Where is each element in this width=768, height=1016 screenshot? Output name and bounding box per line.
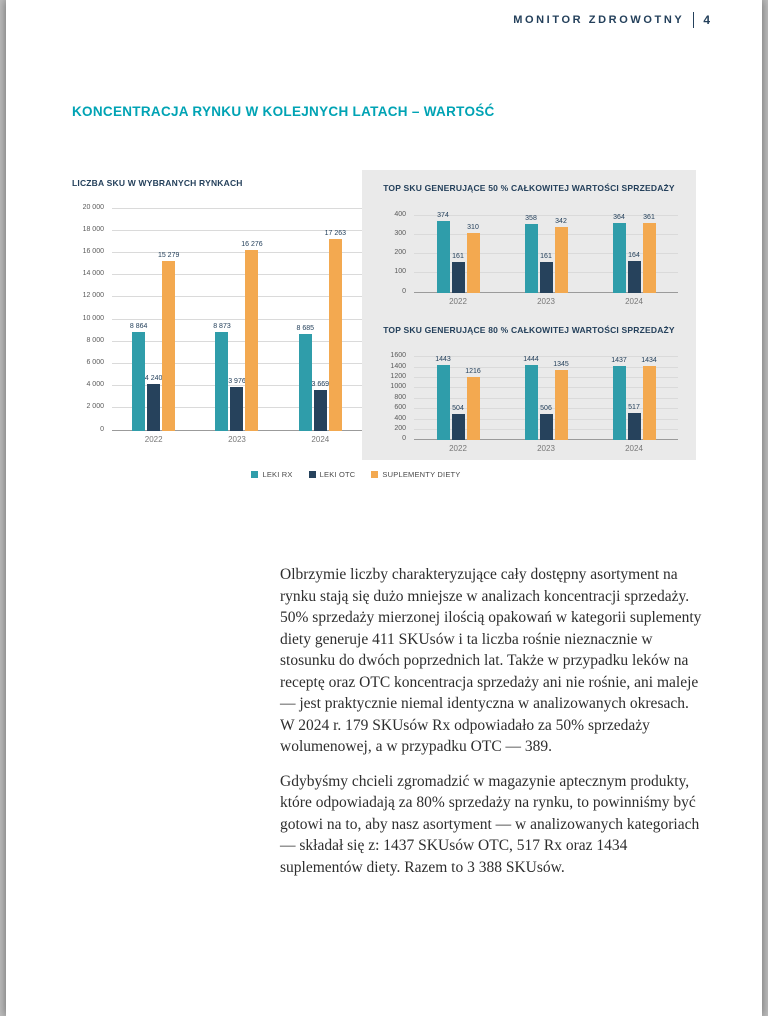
bar-suplementy-diety <box>324 230 347 431</box>
bar-group-2024 <box>611 356 657 454</box>
bar-value-label: 1444 <box>523 356 539 364</box>
y-tick-label: 0 <box>402 287 406 295</box>
bar-leki-otc <box>628 252 641 293</box>
bar-suplementy-diety <box>641 356 657 440</box>
bar-leki-otc <box>144 374 163 431</box>
header-divider <box>693 12 694 28</box>
y-tick-label: 1000 <box>390 383 406 391</box>
header-title: MONITOR ZDROWOTNY <box>513 14 685 26</box>
bar-leki-otc <box>311 380 330 431</box>
category-label: 2024 <box>311 434 330 444</box>
y-tick-label: 100 <box>394 268 406 276</box>
bar-value-label: 506 <box>540 405 552 413</box>
bar-suplementy-diety <box>555 217 568 293</box>
y-tick-label: 300 <box>394 229 406 237</box>
bar-value-label: 16 276 <box>241 240 263 248</box>
y-tick-label: 16 000 <box>82 248 104 256</box>
y-tick-label: 0 <box>402 435 406 443</box>
chart-title-top80: TOP SKU GENERUJĄCE 80 % CAŁKOWITEJ WARTOŚCI SPRZEDAŻY <box>383 324 675 335</box>
bar-value-label: 161 <box>452 252 464 260</box>
bar-value-label: 1434 <box>641 356 657 364</box>
section-title: KONCENTRACJA RYNKU W KOLEJNYCH LATACH – WARTOŚĆ <box>72 104 495 119</box>
bar-value-label: 374 <box>437 211 449 219</box>
category-label: 2023 <box>228 434 246 444</box>
bar-group-2022 <box>437 211 480 306</box>
bar-value-label: 358 <box>525 214 537 222</box>
y-tick-label: 600 <box>394 404 406 412</box>
bar-value-label: 161 <box>540 252 552 260</box>
legend-label: SUPLEMENTY DIETY <box>382 470 461 479</box>
legend-item-leki-otc <box>309 470 356 479</box>
category-label: 2022 <box>144 434 163 444</box>
y-tick-label: 1600 <box>390 352 406 360</box>
y-tick-label: 1200 <box>390 373 406 380</box>
chart-title-top50: TOP SKU GENERUJĄCE 50 % CAŁKOWITEJ WARTOŚCI SPRZEDAŻY <box>383 183 675 193</box>
bar-value-label: 8 873 <box>213 323 231 331</box>
bar-leki-otc <box>452 252 465 293</box>
bar-groups <box>112 209 362 444</box>
bar-group-2023 <box>213 240 263 444</box>
bar-groups <box>414 211 678 306</box>
page-number: 4 <box>703 13 710 27</box>
legend-label: LEKI OTC <box>319 470 356 479</box>
category-label: 2024 <box>625 444 643 454</box>
bar-group-2022 <box>435 356 481 454</box>
bar-group-2022 <box>129 252 180 444</box>
bar-leki-otc <box>628 404 641 440</box>
y-tick-label: 400 <box>394 210 406 218</box>
bar-value-label: 1216 <box>465 368 481 376</box>
legend-label: LEKI RX <box>262 470 293 479</box>
chart-sku-count <box>72 178 362 444</box>
bar-value-label: 1345 <box>553 361 569 369</box>
bar-value-label: 17 263 <box>324 230 347 238</box>
bar-group-2024 <box>613 213 656 306</box>
bar-value-label: 15 279 <box>157 252 180 260</box>
bar-group-2023 <box>523 356 569 454</box>
y-tick-label: 6 000 <box>86 359 104 367</box>
y-tick-label: 400 <box>394 414 406 422</box>
y-tick-label: 0 <box>100 425 104 433</box>
bar-value-label: 364 <box>613 213 625 221</box>
bar-leki-rx <box>611 356 627 441</box>
plot-top50 <box>380 210 678 306</box>
y-tick-label: 1400 <box>390 362 406 370</box>
bar-value-label: 4 240 <box>144 374 163 382</box>
plot-top80 <box>380 352 678 454</box>
bar-groups <box>414 356 678 454</box>
y-tick-label: 200 <box>394 249 406 257</box>
bar-group-2023 <box>525 214 568 306</box>
y-tick-label: 18 000 <box>82 225 104 233</box>
bar-value-label: 8 864 <box>129 323 148 331</box>
y-tick-label: 14 000 <box>82 270 104 278</box>
top-sku-panel <box>362 170 696 460</box>
bar-value-label: 1443 <box>435 356 451 364</box>
bar-leki-rx <box>523 356 539 440</box>
chart-legend <box>6 470 706 479</box>
y-tick-label: 800 <box>394 393 406 401</box>
legend-item-suplementy-diety <box>371 470 460 479</box>
bar-leki-rx <box>435 356 451 440</box>
paragraph-1: Olbrzymie liczby charakteryzujące cały dostępny asortyment na rynku stają się dużo mniejsze w analizach koncentracji sprzedaży. 50% sprzedaży mierzonej ilością opakowań w kategorii suplementy diety generuje 411 SKUsów i ta liczba rośnie nieznacznie w stosunku do dwóch poprzednich lat. Także w przypadku leków na receptę oraz OTC koncentracja sprzedaży ani nie rośnie, ani maleje — jest praktycznie niemal identyczna w analizowanych okresach. W 2024 r. 179 SKUsów Rx odpowiadało za 50% sprzedaży wolumenowej, a w przypadku OTC — 389. <box>280 566 702 755</box>
category-label: 2022 <box>449 296 467 306</box>
bar-suplementy-diety <box>643 214 656 292</box>
bar-suplementy-diety <box>467 223 480 293</box>
bar-leki-rx <box>213 323 231 430</box>
body-text <box>280 564 702 891</box>
bar-leki-rx <box>525 214 538 293</box>
bar-leki-rx <box>437 211 450 293</box>
bar-suplementy-diety <box>241 240 263 431</box>
bar-value-label: 361 <box>643 214 655 222</box>
page-header <box>513 12 710 28</box>
bar-leki-rx <box>296 325 315 430</box>
y-tick-label: 10 000 <box>82 314 104 322</box>
category-label: 2022 <box>449 444 467 454</box>
y-tick-label: 8 000 <box>86 336 104 344</box>
figure-area <box>6 170 762 500</box>
bar-leki-otc <box>452 405 465 440</box>
bar-suplementy-diety <box>553 361 569 440</box>
bar-value-label: 3 669 <box>311 380 330 388</box>
y-tick-label: 20 000 <box>82 203 104 211</box>
bar-value-label: 1437 <box>611 356 627 364</box>
bar-suplementy-diety <box>157 252 180 431</box>
chart-title-sku-count: LICZBA SKU W WYBRANYCH RYNKACH <box>72 178 243 188</box>
bar-value-label: 3 976 <box>228 377 246 385</box>
bar-leki-otc <box>540 252 553 293</box>
plot-sku-count <box>72 203 362 444</box>
legend-swatch <box>371 471 378 478</box>
category-label: 2023 <box>537 296 555 306</box>
bar-value-label: 517 <box>628 404 640 412</box>
bar-leki-otc <box>228 377 246 431</box>
legend-swatch <box>251 471 258 478</box>
bar-value-label: 164 <box>628 252 640 260</box>
paragraph-2: Gdybyśmy chcieli zgromadzić w magazynie aptecznym produkty, które odpowiadają za 80% sprzedaży na rynku, to powinniśmy być gotowi na to, aby nasz asortyment — w analizowanych kategoriach — składał się z: 1437 SKUsów OTC, 517 Rx oraz 1434 suplementów diety. Razem to 3 388 SKUsów. <box>280 772 700 876</box>
page <box>6 0 762 1016</box>
y-tick-label: 2 000 <box>86 403 104 411</box>
bar-value-label: 8 685 <box>296 325 315 333</box>
bar-leki-rx <box>129 323 148 430</box>
y-tick-label: 4 000 <box>86 381 104 389</box>
category-label: 2023 <box>537 444 555 454</box>
legend-swatch <box>309 471 316 478</box>
legend-item-leki-rx <box>251 470 292 479</box>
y-tick-label: 12 000 <box>82 292 104 300</box>
bar-value-label: 342 <box>555 217 567 225</box>
bar-group-2024 <box>296 230 347 444</box>
category-label: 2024 <box>625 296 643 306</box>
bar-leki-otc <box>540 405 553 440</box>
y-tick-label: 200 <box>394 424 406 432</box>
bar-value-label: 310 <box>467 223 479 231</box>
bar-value-label: 504 <box>452 405 464 413</box>
bar-suplementy-diety <box>465 368 481 440</box>
bar-leki-rx <box>613 213 626 293</box>
